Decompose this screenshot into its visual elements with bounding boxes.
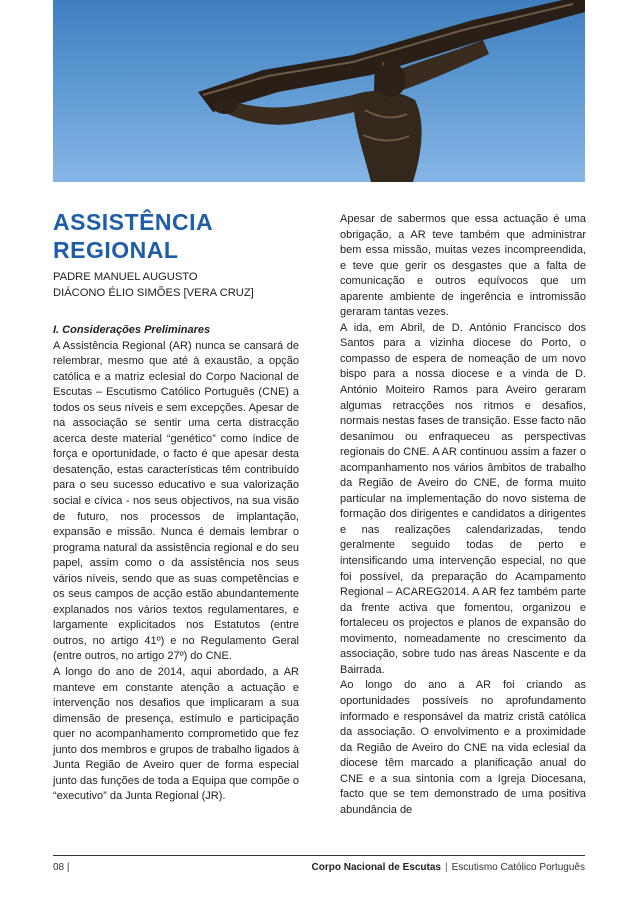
left-column <box>53 323 299 805</box>
article-title <box>53 208 313 264</box>
footer-org-name: Corpo Nacional de Escutas <box>311 862 441 873</box>
footer-publication <box>312 862 586 873</box>
author-line-1: PADRE MANUEL AUGUSTO <box>53 271 198 283</box>
right-paragraph-1: Apesar de sabermos que essa actuação é uma obrigação, a AR teve também que administrar bem essa missão, muitas vezes incompreendida, e teve que gerir os desgastes que a falta de comunicação e outros equívocos que um aparente ambiente de ingerência e intromissão geraram tantas vezes. <box>340 213 586 319</box>
author-line-2: DIÁCONO ÉLIO SIMÕES [VERA CRUZ] <box>53 286 254 299</box>
crucifix-illustration <box>53 0 585 182</box>
section-heading: I. Considerações Preliminares <box>53 324 211 336</box>
right-paragraph-2: A ida, em Abril, de D. António Francisco dos Santos para a vizinha diocese do Porto, o compasso de espera de nomeação de um novo bispo para a nossa diocese e a vinda de D. António Moiteiro Ramos para Aveiro geraram algumas retracções nos ritmos e desafios, normais nestas fases de transição. Esse facto não desanimou ou enfraqueceu as perspectivas regionais do CNE. A AR continuou assim a fazer o acompanhamento nos vários âmbitos de trabalho da Região de Aveiro do CNE, de forma muito particular na implementação do novo sistema de formação dos dirigentes e candidatos a dirigentes e nas realizações calendarizadas, tendo geralmente seguido todas de perto e intensificando uma intervenção especial, no que foi possível, da preparação do Acampamento Regional – ACAREG2014. A AR fez também parte da frente activa que fomentou, organizou e fortaleceu os projectos e planos de expansão do movimento, nomeadamente no crescimento da associação, sobre tudo nas áreas Nascente e da Bairrada. <box>340 321 586 676</box>
right-paragraph-3: Ao longo do ano a AR foi criando as oportunidades possíveis no aprofundamento informado e responsável da matriz cristã católica da associação. O envolvimento e a proximidade da Região de Aveiro do CNE na vida eclesial da diocese têm marcado a planificação anual do CNE e a sua sintonia com a Igreja Diocesana, facto que se tem demonstrado de uma positiva abundância de <box>340 679 586 816</box>
footer-separator: | <box>444 862 448 873</box>
right-column <box>340 212 586 818</box>
header-photo-crucifix <box>53 0 585 182</box>
article-authors <box>53 270 313 301</box>
footer-org-subtitle: Escutismo Católico Português <box>451 862 585 873</box>
left-paragraph-1: A Assistência Regional (AR) nunca se cansará de relembrar, mesmo que até à exaustão, a opção católica e a matriz eclesial do Corpo Nacional de Escutas – Escutismo Católico Português (CNE) a todos os seus níveis e sem excepções. Apesar de na associação se sentir uma certa distracção acerca deste material “genético” como índice de força e oportunidade, o facto é que apesar desta desatenção, estas características têm contribuído para o seu sucesso educativo e sua valorização social e cívica - nos seus objectivos, na sua visão de futuro, nos processos de implantação, expansão e missão. Nunca é demais lembrar o programa natural da assistência regional e do seu papel, assim como o da assistência nos seus vários níveis, sendo que as suas competências e os seus campos de acção estão abundantemente explanados nos vários textos regulamentares, e largamente explicitados nos Estatutos (entre outros, no artigo 41º) e no Regulamento Geral (entre outros, no artigo 27º) do CNE. <box>53 339 299 663</box>
title-line-2: REGIONAL <box>53 237 179 263</box>
footer-divider <box>53 855 585 856</box>
left-paragraph-2: A longo do ano de 2014, aqui abordado, a AR manteve em constante atenção a actuação e intervenção nos desafios que implicaram a sua dimensão de presença, estímulo e participação quer no acompanhamento comprometido que fez junto dos membros e grupos de trabalho ligados à Junta Região de Aveiro quer de forma especial junto das funções de toda a Equipa que compõe o “executivo” da Junta Regional (JR). <box>53 666 299 803</box>
title-line-1: ASSISTÊNCIA <box>53 209 214 235</box>
page-number: 08 | <box>53 862 70 873</box>
